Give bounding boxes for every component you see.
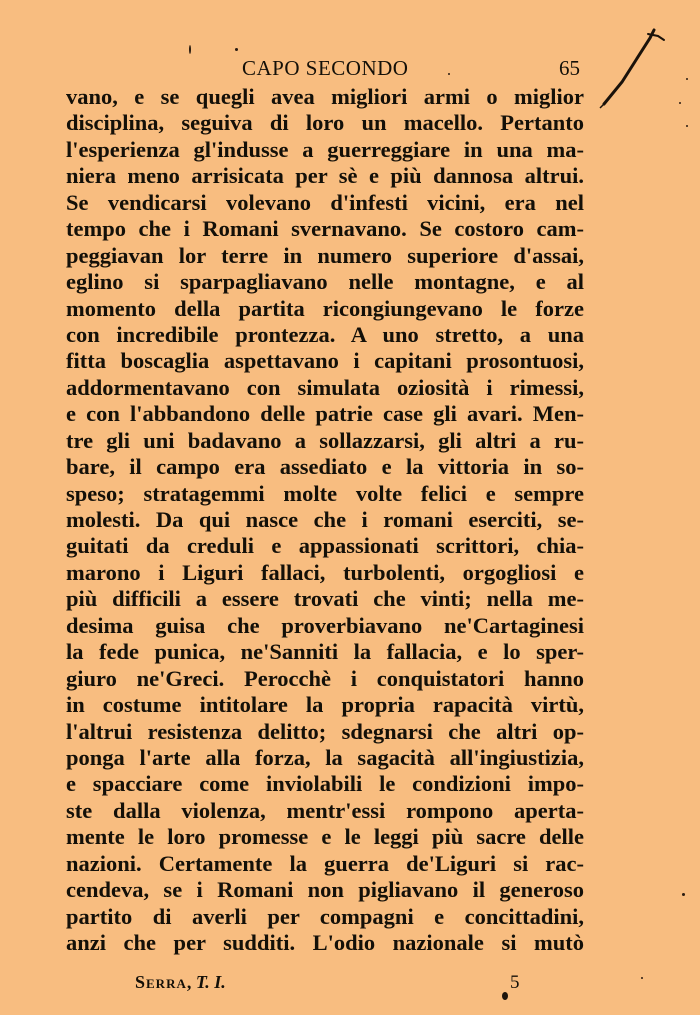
text-line: giuro ne'Greci. Perocchè i conquistatori hanno <box>66 665 584 691</box>
text-line: speso; stratagemmi molte volte felici e sempre <box>66 480 584 506</box>
text-line: bare, il campo era assediato e la vittoria in so- <box>66 454 584 480</box>
text-line: addormentavano con simulata oziosità i rimessi, <box>66 374 584 400</box>
text-line: disciplina, seguiva di loro un macello. Pertanto <box>66 110 584 136</box>
text-line: niera meno arrisicata per sè e più dannosa altrui. <box>66 163 584 189</box>
text-line: in costume intitolare la propria rapacità virtù, <box>66 692 584 718</box>
text-line: partito di averli per compagni e concittadini, <box>66 903 584 929</box>
text-line: molesti. Da qui nasce che i romani eserciti, se- <box>66 507 584 532</box>
author-name: Serra <box>135 972 187 992</box>
ink-speck <box>682 893 685 896</box>
text-line: fitta boscaglia aspettavano i capitani prosontuosi, <box>66 348 584 374</box>
ink-dot <box>502 992 508 1000</box>
text-line: tempo che i Romani svernavano. Se costoro cam- <box>66 216 584 242</box>
text-line: Se vendicarsi volevano d'infesti vicini, era nel <box>66 189 584 215</box>
text-line: eglino si sparpagliavano nelle montagne, e al <box>66 269 584 295</box>
text-line: tre gli uni badavano a sollazzarsi, gli altri a ru- <box>66 427 584 453</box>
text-line: vano, e se quegli avea migliori armi o miglior <box>66 84 584 109</box>
text-line: ste dalla violenza, mentr'essi rompono aperta- <box>66 797 584 823</box>
signature-mark: 5 <box>510 972 520 993</box>
text-line: con incredibile prontezza. A uno stretto, a una <box>66 321 584 347</box>
text-line: ponga l'arte alla forza, la sagacità all'ingiustizia, <box>66 744 584 770</box>
text-line: nazioni. Certamente la guerra de'Liguri si rac- <box>66 850 584 876</box>
text-line: l'altrui resistenza delitto; sdegnarsi che altri op- <box>66 718 584 744</box>
text-line: guitati da creduli e appassionati scrittori, chia- <box>66 533 584 559</box>
running-title: CAPO SECONDO <box>242 56 409 80</box>
text-line: momento della partita ricongiungevano le forze <box>66 295 584 321</box>
text-line: desima guisa che proverbiavano ne'Cartaginesi <box>66 612 584 638</box>
text-line: mente le loro promesse e le leggi più sacre delle <box>66 824 584 850</box>
ink-speck <box>686 125 688 127</box>
body-text <box>66 84 584 956</box>
page-number: 65 <box>559 56 580 80</box>
ink-speck <box>686 78 688 80</box>
text-line: l'esperienza gl'indusse a guerreggiare in una ma- <box>66 136 584 162</box>
text-line: marono i Liguri fallaci, turbolenti, orgogliosi e <box>66 559 584 585</box>
text-line: più difficili a essere trovati che vinti; nella me- <box>66 586 584 612</box>
text-line: anzi che per sudditi. L'odio nazionale si mutò <box>66 930 584 955</box>
text-line: la fede punica, ne'Sanniti la fallacia, e lo sper- <box>66 639 584 665</box>
ink-speck <box>448 73 450 75</box>
page-footer <box>0 972 700 998</box>
text-line: cendeva, se i Romani non pigliavano il generoso <box>66 877 584 903</box>
ink-speck <box>235 48 238 51</box>
text-line: e spacciare come inviolabili le condizioni impo- <box>66 771 584 797</box>
book-signature: Serra, T. I. <box>135 972 226 992</box>
text-line: e con l'abbandono delle patrie case gli avari. Men- <box>66 401 584 427</box>
ink-speck <box>679 102 681 104</box>
ink-speck <box>189 45 191 54</box>
running-header <box>66 56 580 82</box>
ink-stroke-mark <box>592 16 682 116</box>
text-line: peggiavan lor terre in numero superiore d'assai, <box>66 242 584 268</box>
volume-label: T. I. <box>195 972 226 992</box>
